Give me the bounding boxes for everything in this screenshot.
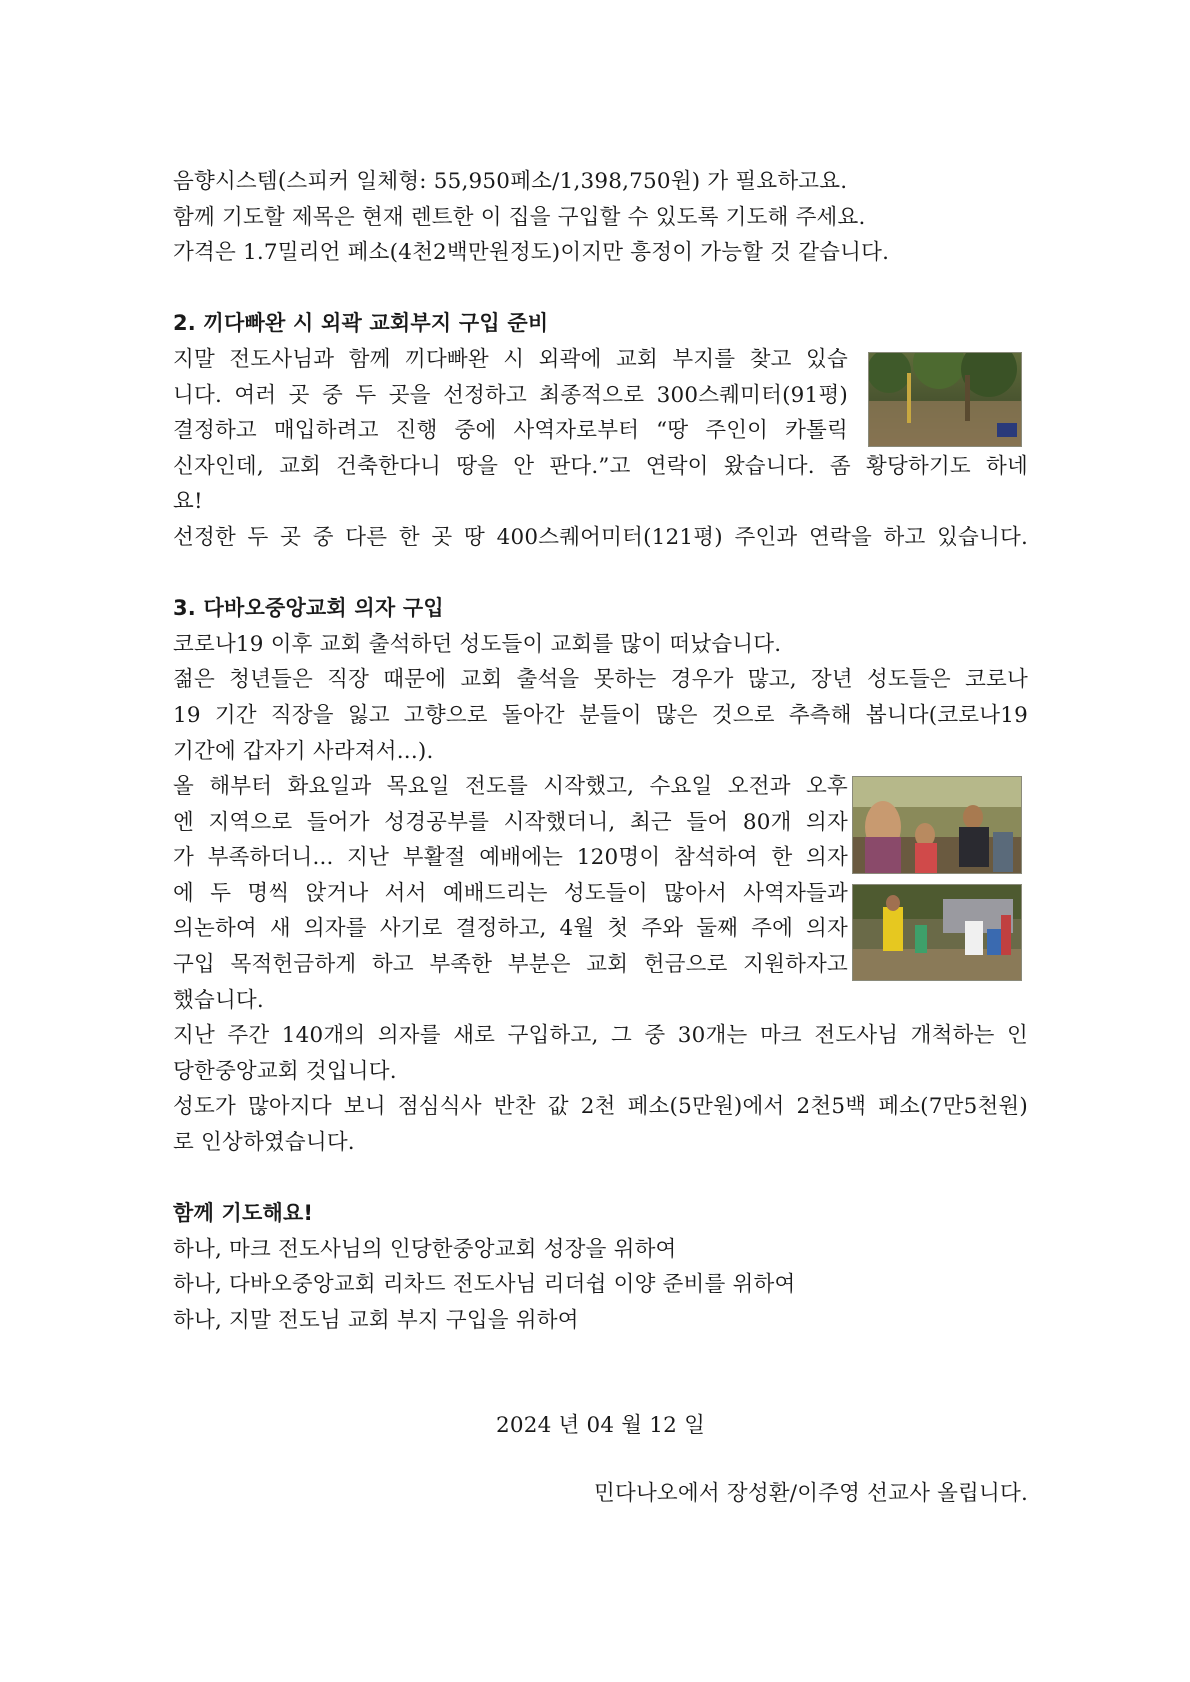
text-line: 19 기간 직장을 잃고 고향으로 돌아간 분들이 많은 것으로 추측해 봅니다(코로나19 [173,702,1028,728]
outreach-photo [852,884,1022,981]
prayer-item: 하나, 다바오중앙교회 리차드 전도사님 리더쉽 이양 준비를 위하여 [173,1272,796,1298]
letter-body [173,164,1028,1506]
text-line: 요! [173,489,203,515]
text-line: 지난 주간 140개의 의자를 새로 구입하고, 그 중 30개는 마크 전도사님 개척하는 인 [173,1023,1028,1049]
land-site-photo [868,352,1022,447]
text-line: 엔 지역으로 들어가 성경공부를 시작했더니, 최근 들어 80개 의자 [173,809,848,835]
text-line: 구입 목적헌금하게 하고 부족한 부분은 교회 헌금으로 지원하자고 [173,952,848,978]
text-line: 가 부족하더니... 지난 부활절 예배에는 120명이 참석하여 한 의자 [173,845,848,871]
text-line: 했습니다. [173,987,264,1013]
text-line: 기간에 갑자기 사라져서...). [173,738,434,764]
text-line: 지말 전도사님과 함께 끼다빠완 시 외곽에 교회 부지를 찾고 있습 [173,346,848,372]
text-line: 가격은 1.7밀리언 페소(4천2백만원정도)이지만 흥정이 가능할 것 같습니다. [173,240,890,266]
text-line: 니다. 여러 곳 중 두 곳을 선정하고 최종적으로 300스퀘미터(91평) [173,382,848,408]
text-line: 성도가 많아지다 보니 점심식사 반찬 값 2천 페소(5만원)에서 2천5백 페소(7만5천원) [173,1094,1028,1120]
section-heading: 3. 다바오중앙교회 의자 구입 [173,596,444,621]
text-line: 함께 기도할 제목은 현재 렌트한 이 집을 구입할 수 있도록 기도해 주세요. [173,204,866,230]
text-line: 의논하여 새 의자를 사기로 결정하고, 4월 첫 주와 둘째 주에 의자 [173,916,848,942]
letter-signature: 민다나오에서 장성환/이주영 선교사 올립니다. [594,1481,1028,1506]
section-heading: 2. 끼다빠완 시 외곽 교회부지 구입 준비 [173,311,549,336]
text-line: 에 두 명씩 앉거나 서서 예배드리는 성도들이 많아서 사역자들과 [173,880,848,906]
text-line: 젊은 청년들은 직장 때문에 교회 출석을 못하는 경우가 많고, 장년 성도들은 코로나 [173,667,1028,693]
text-line: 로 인상하였습니다. [173,1130,355,1156]
prayer-item: 하나, 지말 전도님 교회 부지 구입을 위하여 [173,1308,579,1333]
text-line: 결정하고 매입하려고 진행 중에 사역자로부터 “땅 주인이 카톨릭 [173,418,848,444]
gathering-photo [852,776,1022,874]
text-line: 신자인데, 교회 건축한다니 땅을 안 판다.”고 연락이 왔습니다. 좀 황당하기도 하네 [173,453,1028,479]
letter-date: 2024 년 04 월 12 일 [495,1413,706,1438]
text-line: 음향시스템(스피커 일체형: 55,950페소/1,398,750원) 가 필요하고요. [173,169,848,194]
text-line: 당한중앙교회 것입니다. [173,1058,397,1084]
prayer-item: 하나, 마크 전도사님의 인당한중앙교회 성장을 위하여 [173,1236,677,1262]
prayer-heading: 함께 기도해요! [173,1201,314,1226]
text-line: 선정한 두 곳 중 다른 한 곳 땅 400스퀘어미터(121평) 주인과 연락을 하고 있습니다. [173,524,1028,550]
text-line: 올 해부터 화요일과 목요일 전도를 시작했고, 수요일 오전과 오후 [173,774,848,800]
text-line: 코로나19 이후 교회 출석하던 성도들이 교회를 많이 떠났습니다. [173,631,782,657]
